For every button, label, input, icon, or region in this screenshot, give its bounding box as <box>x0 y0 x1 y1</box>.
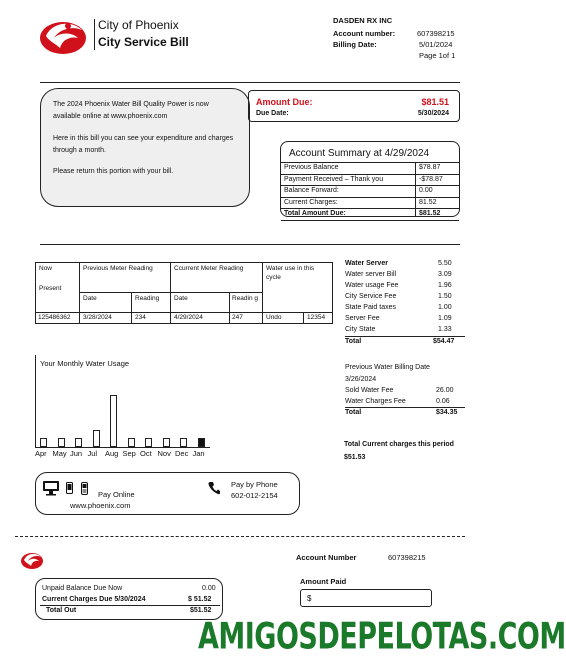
computer-icon <box>42 480 60 501</box>
account-summary-box <box>280 141 460 217</box>
info-paragraph-2: Here in this bill you can see your expenditure and charges through a month. <box>53 135 234 154</box>
meter-header-now: Now <box>39 265 53 272</box>
header-divider <box>94 19 95 50</box>
meter-subheader-date: Date <box>83 295 97 302</box>
page-number: Page 1of 1 <box>419 51 456 60</box>
billing-date-value: 5/01/2024 <box>419 40 453 49</box>
usage-month-label: Jun <box>70 449 83 458</box>
due-date-value: 5/30/2024 <box>417 110 449 117</box>
top-rule <box>40 82 460 83</box>
usage-bar <box>198 438 205 447</box>
meter-col-line <box>170 263 171 323</box>
usage-chart-labels <box>36 449 216 461</box>
usage-bar <box>128 438 135 447</box>
usage-bar <box>75 438 82 447</box>
mid-rule <box>40 244 460 245</box>
prev-charge-label: Water Charges Fee <box>345 398 406 405</box>
usage-month-label: Aug <box>105 449 119 458</box>
usage-chart-title: Your Monthly Water Usage <box>40 359 130 368</box>
summary-row-value: -$78.87 <box>419 175 443 183</box>
bill-title: City Service Bill <box>98 35 189 49</box>
summary-row-label: Payment Received – Thank you <box>284 175 384 183</box>
usage-month-label: Jul <box>87 449 98 458</box>
charge-value: 1.96 <box>438 282 452 289</box>
usage-month-label: Dec <box>175 449 189 458</box>
usage-bar <box>180 438 187 447</box>
prev-charge-value: 0.06 <box>436 398 450 405</box>
pay-phone-label: Pay by Phone <box>231 480 278 489</box>
charge-value: 1.09 <box>438 315 452 322</box>
charge-label: Water usage Fee <box>345 282 399 289</box>
prev-total-label: Total <box>345 409 362 416</box>
stub-balance-box <box>35 578 223 620</box>
summary-row <box>281 185 459 197</box>
watermark: AMIGOSDEPELOTAS.COM <box>198 616 566 658</box>
summary-row-label: Current Charges: <box>284 198 338 206</box>
usage-bar <box>145 438 152 447</box>
amount-paid-label: Amount Paid <box>300 577 347 586</box>
meter-prev-reading: 234 <box>135 314 146 321</box>
meter-curr-date: 4/29/2024 <box>174 314 203 321</box>
period-total-label: Total Current charges this period <box>344 441 454 448</box>
charge-value: 1.00 <box>438 304 452 311</box>
pay-online-link[interactable]: www.phoenix.com <box>70 501 131 510</box>
charge-value: 1.33 <box>438 326 452 333</box>
handheld-device-icon <box>81 482 88 500</box>
summary-row-value: $78.87 <box>419 164 441 171</box>
current-charges-value: $ 51.52 <box>188 596 212 603</box>
water-total-label: Total <box>345 338 362 345</box>
pay-phone-number[interactable]: 602-012-2154 <box>231 491 278 500</box>
water-server-value: 5.50 <box>438 260 452 267</box>
meter-use: 12354 <box>307 314 326 321</box>
pay-online-label: Pay Online <box>98 490 135 499</box>
company-name: DASDEN RX INC <box>333 16 393 25</box>
prev-billing-date: 3/26/2024 <box>345 376 377 383</box>
summary-col-divider <box>415 162 416 216</box>
charge-label: State Paid taxes <box>345 304 396 311</box>
charge-label: City Service Fee <box>345 293 397 300</box>
phoenix-logo <box>38 16 88 56</box>
account-number-label: Account number: <box>333 29 396 38</box>
usage-month-label: Apr <box>35 449 47 458</box>
summary-row-value: 81.52 <box>419 198 437 206</box>
amount-due-value: $81.51 <box>421 97 449 107</box>
amount-due-box <box>248 90 460 122</box>
summary-total-value: $81.52 <box>419 210 441 217</box>
usage-month-label: Jan <box>192 449 205 458</box>
meter-col-line <box>303 312 304 323</box>
current-charges-label: Current Charges Due 5/30/2024 <box>42 596 146 603</box>
meter-unit: Undo <box>266 314 282 321</box>
usage-chart-plot <box>36 390 210 447</box>
stub-total-label: Total Out <box>46 607 77 614</box>
meter-subheader-reading: Reading <box>135 295 160 302</box>
summary-table <box>281 162 459 221</box>
meter-row-line <box>79 292 262 293</box>
pay-options-box <box>35 472 300 515</box>
city-name: City of Phoenix <box>98 18 179 32</box>
charge-label: Water server Bill <box>345 271 397 278</box>
summary-title: Account Summary at 4/29/2024 <box>289 148 430 159</box>
unpaid-value: 0.00 <box>202 585 216 592</box>
meter-col-line <box>229 292 230 323</box>
usage-month-label: May <box>52 449 67 458</box>
stub-total-rule <box>40 605 220 606</box>
prev-total-value: $34.35 <box>436 409 458 416</box>
period-total-value: $51.53 <box>344 454 366 461</box>
summary-row <box>281 174 459 186</box>
amount-paid-field[interactable] <box>300 589 432 607</box>
meter-subheader-reading-2: Readin g <box>232 295 259 302</box>
water-total-value: $54.47 <box>433 338 455 345</box>
charge-value: 1.50 <box>438 293 452 300</box>
unpaid-label: Unpaid Balance Due Now <box>42 585 123 592</box>
summary-row-value: 0.00 <box>419 187 433 194</box>
meter-header-use: Water use in this cycle <box>266 265 315 281</box>
due-date-label: Due Date: <box>256 110 289 117</box>
usage-bar <box>40 438 47 447</box>
charge-value: 3.09 <box>438 271 452 278</box>
meter-table <box>35 262 333 324</box>
meter-prev-date: 3/28/2024 <box>83 314 112 321</box>
summary-row <box>281 162 459 174</box>
info-paragraph-1: The 2024 Phoenix Water Bill Quality Power is now available online at www.phoenix.com <box>53 101 209 120</box>
summary-row-total <box>281 208 459 221</box>
billing-date-label: Billing Date: <box>333 40 377 49</box>
stub-account-label: Account Number <box>296 553 357 562</box>
usage-bar <box>163 438 170 447</box>
usage-month-label: Sep <box>122 449 136 458</box>
prev-total-rule <box>345 407 465 408</box>
stub-phoenix-logo <box>20 550 44 575</box>
meter-header-previous: Previous Meter Reading <box>83 265 153 272</box>
tear-line <box>15 536 465 537</box>
summary-row-label: Previous Balance <box>284 164 339 171</box>
meter-col-line <box>79 263 80 323</box>
info-paragraph-3: Please return this portion with your bill. <box>53 168 174 175</box>
meter-col-line <box>262 263 263 323</box>
meter-curr-reading: 247 <box>232 314 243 321</box>
water-server-label: Water Server <box>345 260 388 267</box>
usage-chart-baseline <box>35 447 210 448</box>
prev-charge-label: Sold Water Fee <box>345 387 394 394</box>
usage-bar <box>93 430 100 447</box>
info-panel <box>40 88 250 207</box>
prev-billing-title: Previous Water Billing Date <box>345 364 430 371</box>
mobile-phone-icon <box>66 481 73 499</box>
telephone-icon <box>208 481 220 500</box>
charge-label: City State <box>345 326 376 333</box>
meter-header-present: Present <box>39 285 62 292</box>
meter-header-current: Ccurrent Meter Reading <box>174 265 244 272</box>
usage-bar <box>110 395 117 447</box>
water-total-rule <box>345 336 465 337</box>
amount-paid-prefix: $ <box>307 594 312 603</box>
summary-total-label: Total Amount Due: <box>284 210 346 217</box>
usage-month-label: Oct <box>140 449 152 458</box>
usage-bar <box>58 438 65 447</box>
account-number-value: 607398215 <box>417 29 455 38</box>
meter-col-line <box>131 292 132 323</box>
stub-account-value: 607398215 <box>388 553 426 562</box>
summary-row-label: Balance Forward: <box>284 187 339 194</box>
stub-total-value: $51.52 <box>190 607 212 614</box>
prev-charge-value: 26.00 <box>436 387 454 394</box>
charge-label: Server Fee <box>345 315 380 322</box>
summary-row <box>281 197 459 209</box>
amount-due-label: Amount Due: <box>256 97 313 107</box>
meter-number: 125486362 <box>38 314 71 321</box>
meter-subheader-date-2: Date <box>174 295 188 302</box>
usage-month-label: Nov <box>157 449 171 458</box>
